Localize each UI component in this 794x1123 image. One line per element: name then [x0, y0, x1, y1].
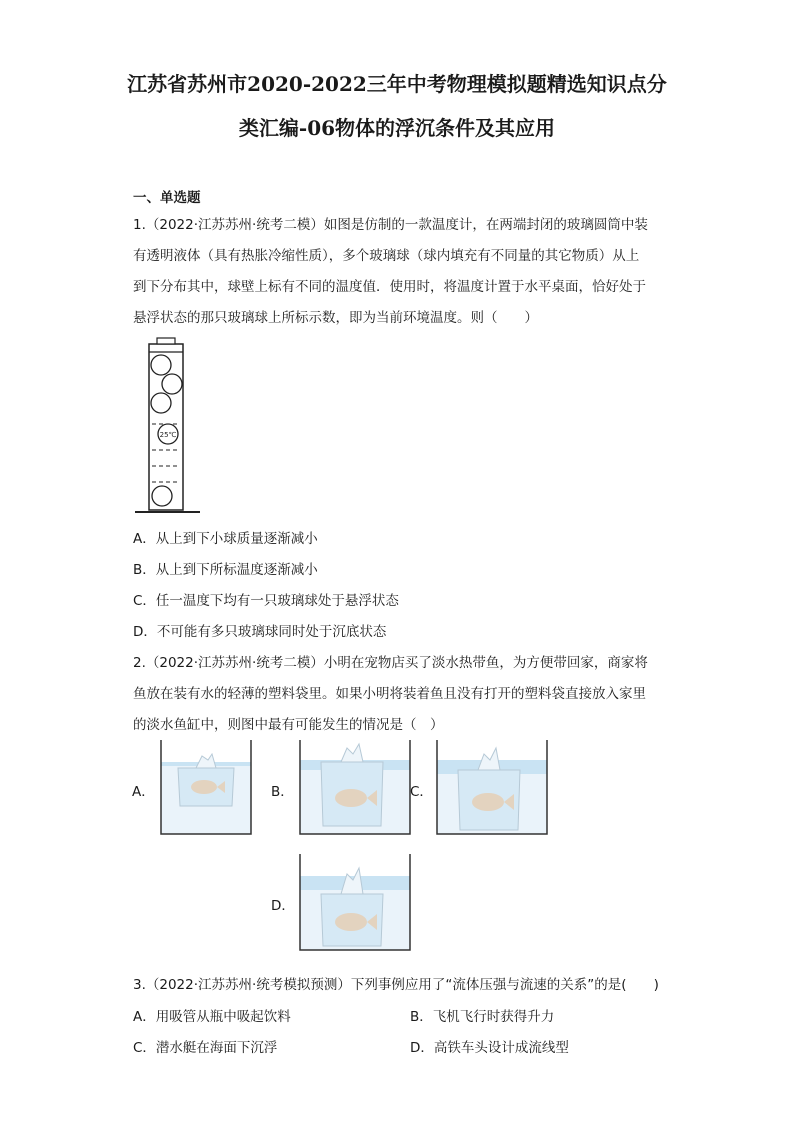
q3-line: 3.（2022·江苏苏州·统考模拟预测）下列事例应用了“流体压强与流速的关系”的是( ) [133, 977, 659, 993]
q1-thermometer-figure [135, 338, 215, 516]
q3-option-d[interactable]: D．高铁车头设计成流线型 [410, 1040, 569, 1056]
q1-option-d[interactable]: D．不可能有多只玻璃球同时处于沉底状态 [133, 624, 387, 640]
q1-line-1: 1.（2022·江苏苏州·统考二模）如图是仿制的一款温度计，在两端封闭的玻璃圆筒中装 [133, 217, 648, 233]
q2-line-1: 2.（2022·江苏苏州·统考二模）小明在宠物店买了淡水热带鱼，为方便带回家，商家将 [133, 655, 648, 671]
section-heading: 一、单选题 [133, 190, 201, 206]
q2-line-3: 的淡水鱼缸中，则图中最有可能发生的情况是（ ） [133, 717, 444, 733]
q1-line-4: 悬浮状态的那只玻璃球上所标示数，即为当前环境温度。则（ ） [133, 310, 538, 326]
q1-figure-label: 25℃ [159, 431, 177, 439]
q1-option-a[interactable]: A．从上到下小球质量逐渐减小 [133, 531, 318, 547]
q2-option-c-figure[interactable] [436, 740, 548, 836]
q2-line-2: 鱼放在装有水的轻薄的塑料袋里。如果小明将装着鱼且没有打开的塑料袋直接放入家里 [133, 686, 646, 702]
q1-option-c[interactable]: C．任一温度下均有一只玻璃球处于悬浮状态 [133, 593, 399, 609]
q1-option-b[interactable]: B．从上到下所标温度逐渐减小 [133, 562, 318, 578]
q3-option-b[interactable]: B．飞机飞行时获得升力 [410, 1009, 555, 1025]
q2-option-d-label[interactable]: D． [271, 898, 295, 914]
q2-option-d-figure[interactable] [299, 854, 411, 952]
page-title-line-2: 类汇编-06物体的浮沉条件及其应用 [238, 116, 556, 140]
q2-option-c-label[interactable]: C． [410, 784, 433, 800]
q2-option-a-figure[interactable] [160, 740, 252, 836]
q3-option-c[interactable]: C．潜水艇在海面下沉浮 [133, 1040, 278, 1056]
q1-line-2: 有透明液体（具有热胀冷缩性质），多个玻璃球（球内填充有不同量的其它物质）从上 [133, 248, 640, 264]
q2-option-b-figure[interactable] [299, 740, 411, 836]
q3-option-a[interactable]: A．用吸管从瓶中吸起饮料 [133, 1009, 291, 1025]
q2-option-b-label[interactable]: B． [271, 784, 294, 800]
q2-option-a-label[interactable]: A． [132, 784, 155, 800]
q1-line-3: 到下分布其中，球壁上标有不同的温度值．使用时，将温度计置于水平桌面，恰好处于 [133, 279, 646, 295]
page-title-line-1: 江苏省苏州市2020-2022三年中考物理模拟题精选知识点分 [127, 72, 667, 96]
